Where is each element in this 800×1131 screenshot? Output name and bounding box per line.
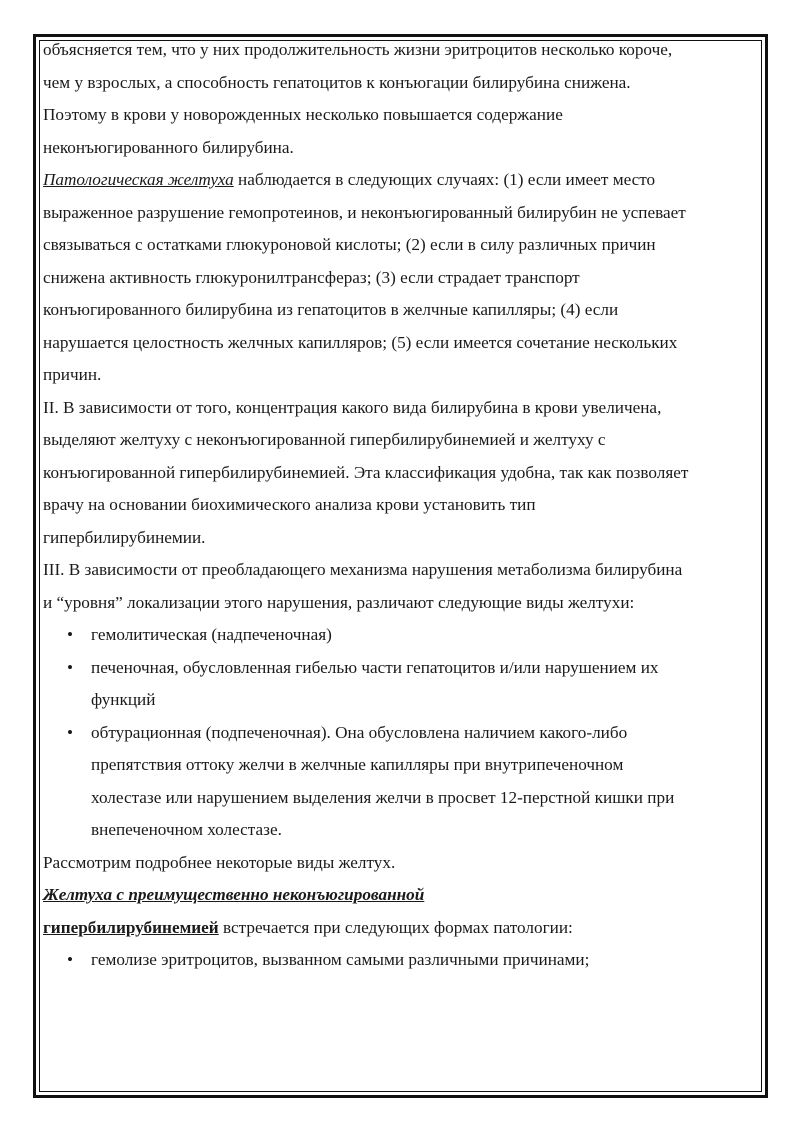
paragraph-intro: объясняется тем, что у них продолжительность жизни эритроцитов несколько короче, чем у взрослых, а способность гепатоцитов к конъюгации билирубина снижена. Поэтому в крови у новорожденных несколько повышается содержание неконъюгированного билирубина. — [43, 40, 673, 157]
paragraph-consider: Рассмотрим подробнее некоторые виды желтух. — [43, 852, 396, 872]
jaundice-types-list — [43, 619, 693, 847]
list-item: • гемолитическая (надпеченочная) — [91, 619, 693, 652]
paragraph-pathological-jaundice-text: наблюдается в следующих случаях: (1) если имеет место выраженное разрушение гемопротеинов, и неконъюгированный билирубин не успевает связываться с остатками глюкуроновой кислоты; (2) если в силу различных причин снижена активность глюкуронилтрансфераз; (3) если страдает транспорт конъюгированного билирубина из гепатоцитов в желчные капилляры; (4) если нарушается целостность желчных капилляров; (5) если имеется сочетание нескольких причин. — [43, 170, 686, 384]
list-item: • обтурационная (подпеченочная). Она обусловлена наличием какого-либо препятствия оттоку желчи в желчные капилляры при внутрипеченочном холестазе или нарушением выделения желчи в просвет 12-перстной кишки при внепеченочном холестазе. — [91, 717, 693, 847]
pathology-forms-list — [43, 944, 693, 977]
paragraph-classification-2: II. В зависимости от того, концентрация какого вида билирубина в крови увеличена, выделяют желтуху с неконъюгированной гипербилирубинемией и желтуху с конъюгированной гипербилирубинемией. Эта классификация удобна, так как позволяет врачу на основании биохимического анализа крови установить тип гипербилирубинемии. — [43, 397, 689, 547]
paragraph-unconjugated-text: встречается при следующих формах патологии: — [218, 917, 573, 937]
paragraph-unconjugated-heading — [43, 879, 693, 944]
term-pathological-jaundice: Патологическая желтуха — [43, 170, 234, 189]
term-unconjugated-line2: гипербилирубинемией — [43, 917, 219, 937]
term-unconjugated-line1: Желтуха с преимущественно неконъюгированной — [43, 885, 425, 904]
list-item: • гемолизе эритроцитов, вызванном самыми различными причинами; — [91, 944, 693, 977]
document-body — [43, 34, 693, 977]
paragraph-pathological-jaundice — [43, 164, 693, 392]
list-item: • печеночная, обусловленная гибелью части гепатоцитов и/или нарушением их функций — [91, 652, 693, 717]
paragraph-classification-3: III. В зависимости от преобладающего механизма нарушения метаболизма билирубина и “уровня” локализации этого нарушения, различают следующие виды желтухи: — [43, 560, 683, 612]
